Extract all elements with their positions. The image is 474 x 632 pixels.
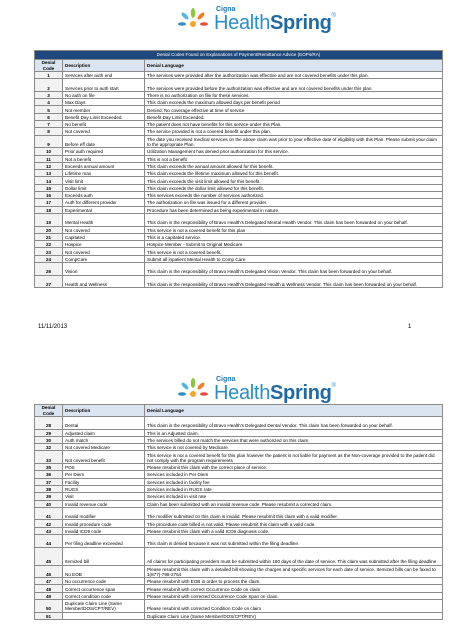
denial-code-cell: 29	[35, 429, 63, 436]
description-cell: Health and Wellness	[63, 275, 145, 288]
denial-code-cell: 27	[35, 275, 63, 288]
table-row	[35, 170, 443, 177]
denial-code-cell: 10	[35, 148, 63, 155]
table-row	[35, 565, 443, 578]
description-cell: No EOB	[63, 565, 145, 578]
table-row	[35, 263, 443, 276]
table-row	[35, 451, 443, 464]
table-row	[35, 417, 443, 430]
denial-language-cell: Submit all inpatient Mental Health to Comp Care	[145, 255, 443, 262]
table-row	[35, 79, 443, 92]
description-cell: Invalid modifier	[63, 507, 145, 520]
denial-language-cell: Claim has been submitted with an invalid revenue code. Please resubmit a corrected claim.	[145, 500, 443, 507]
logo-brand	[214, 383, 336, 403]
denial-language-cell: This service is not a covered benefit.	[145, 248, 443, 255]
header-description: Description	[63, 405, 145, 417]
denial-language-cell: There is no authorization on file for these services.	[145, 91, 443, 98]
denial-language-cell: The services were provided before the authorization was effective and are not covered benefits under this plan.	[145, 79, 443, 92]
denial-code-cell: 47	[35, 578, 63, 585]
denial-language-cell: Services included in facility fee	[145, 478, 443, 485]
description-cell: Duplicate Claim Line (Same Member/DOS/CPT/REV)	[63, 600, 145, 613]
denial-code-cell: 26	[35, 263, 63, 276]
table-row	[35, 578, 443, 585]
denial-codes-table-2	[34, 404, 443, 620]
denial-code-cell: 41	[35, 507, 63, 520]
denial-language-cell: The procedure code billed is not valid. Please resubmit this claim with a valid code.	[145, 520, 443, 527]
table-row	[35, 493, 443, 500]
denial-code-cell: 14	[35, 177, 63, 184]
table-row	[35, 233, 443, 240]
table-row	[35, 226, 443, 233]
header-denial-language: Denial Language	[145, 405, 443, 417]
denial-code-cell: 32	[35, 444, 63, 451]
description-cell: Hospice	[63, 241, 145, 248]
table-row	[35, 162, 443, 169]
header-denial-language: Denial Language	[145, 60, 443, 72]
table-row	[35, 612, 443, 619]
denial-code-cell: 15	[35, 184, 63, 191]
table-row	[35, 500, 443, 507]
description-cell: Not a benefit	[63, 155, 145, 162]
denial-code-cell: 44	[35, 535, 63, 548]
denial-code-cell: 12	[35, 162, 63, 169]
denial-language-cell: This claim exceeds the dollar limit allowed for this benefit.	[145, 184, 443, 191]
denial-code-cell: 2	[35, 79, 63, 92]
description-cell	[63, 612, 145, 619]
denial-code-cell: 28	[35, 417, 63, 430]
logo-top-word: Cigna	[216, 5, 236, 13]
denial-code-cell: 22	[35, 241, 63, 248]
table-row	[35, 478, 443, 485]
denial-language-cell: Procedure has been determined as being experimental in nature.	[145, 206, 443, 213]
denial-language-cell: Please resubmit this claim with a detailed bill showing the charges and specific services for each date of service. Itemized bills can be faxed to 1(877)-798-2764	[145, 565, 443, 578]
denial-language-cell: This service is not covered by Medicare.	[145, 444, 443, 451]
document-page-2	[0, 368, 474, 632]
description-cell: Facility	[63, 478, 145, 485]
denial-language-cell: The services were provided after the authorization was effective and are not covered benefits under this plan.	[145, 72, 443, 79]
table-row	[35, 436, 443, 443]
denial-code-cell: 9	[35, 135, 63, 148]
denial-codes-table-1	[34, 50, 443, 288]
table-row	[35, 255, 443, 262]
denial-code-cell: 48	[35, 585, 63, 592]
table-row	[35, 206, 443, 213]
description-cell: Visit limit	[63, 177, 145, 184]
description-cell: No occurrence code	[63, 578, 145, 585]
table-row	[35, 148, 443, 155]
denial-language-cell: The patient does not have benefits for this service under this Plan.	[145, 121, 443, 128]
denial-language-cell: This claim exceeds the annual amount allowed for this benefit.	[145, 162, 443, 169]
logo-brand-bold: Spring	[270, 381, 332, 404]
denial-language-cell: Services included in visit rate	[145, 493, 443, 500]
table-row	[35, 199, 443, 206]
header-denial-code: Denial Code	[35, 405, 63, 417]
description-cell: Vision	[63, 263, 145, 276]
description-cell: Adjusted claim	[63, 429, 145, 436]
table-row	[35, 248, 443, 255]
denial-code-cell: 46	[35, 565, 63, 578]
description-cell: Prior auth required	[63, 148, 145, 155]
denial-language-cell: Services included in Per Diem	[145, 471, 443, 478]
description-cell: Auth match	[63, 436, 145, 443]
denial-language-cell: This claim is the responsibility of Bravo Health's Delegated Mental Health Vendor. This claim has been forwarded on your behalf.	[145, 213, 443, 226]
denial-language-cell: This claim is the responsibility of Bravo Health's Delegated Vision Vendor. This claim has been forwarded on your behalf.	[145, 263, 443, 276]
denial-code-cell: 36	[35, 471, 63, 478]
denial-code-cell: 20	[35, 226, 63, 233]
description-cell: Not member	[63, 106, 145, 113]
description-cell: Lifetime max	[63, 170, 145, 177]
header-denial-code: Denial Code	[35, 60, 63, 72]
table-row	[35, 507, 443, 520]
denial-code-cell: 17	[35, 199, 63, 206]
denial-code-cell: 18	[35, 206, 63, 213]
denial-language-cell: Utilization Management has denied prior authorization for this service.	[145, 148, 443, 155]
header-description: Description	[63, 60, 145, 72]
description-cell: Correct occurrence span	[63, 585, 145, 592]
sunburst-logo-icon	[174, 374, 212, 404]
description-cell: Per filing deadline exceeded	[63, 535, 145, 548]
footer-date: 11/11/2013	[38, 324, 68, 330]
table-row	[35, 184, 443, 191]
denial-code-cell: 16	[35, 192, 63, 199]
denial-language-cell: Hospice Member - Submit to Original Medicare	[145, 241, 443, 248]
denial-language-cell: All claims for participating providers must be submitted within 180 days of the date of service. This claim was submitted after the filing deadline	[145, 547, 443, 565]
table-row	[35, 585, 443, 592]
description-cell: Dental	[63, 417, 145, 430]
denial-language-cell: This claim exceeds the lifetime maximum allowed for this benefit.	[145, 170, 443, 177]
table-row	[35, 72, 443, 79]
table-banner: Denial Codes Found on Explanations of Payment/Remittance Advice (EOPs/RA)	[35, 51, 443, 60]
description-cell: Services prior to auth start	[63, 79, 145, 92]
denial-code-cell: 38	[35, 485, 63, 492]
denial-language-cell: Services included in RUGS rate	[145, 485, 443, 492]
denial-code-cell: 13	[35, 170, 63, 177]
table-row	[35, 128, 443, 135]
denial-language-cell: Please resubmit with correct Occurrence Code on claim	[145, 585, 443, 592]
denial-code-cell: 24	[35, 255, 63, 262]
denial-code-cell: 11	[35, 155, 63, 162]
denial-code-cell: 42	[35, 520, 63, 527]
denial-language-cell: The authorization on file was issued for a different provider.	[145, 199, 443, 206]
denial-code-cell: 43	[35, 527, 63, 534]
description-cell: No benefit	[63, 121, 145, 128]
sunburst-logo-icon	[174, 4, 212, 34]
denial-language-cell: Please resubmit this claim with the correct place of service.	[145, 464, 443, 471]
denial-language-cell: Please resubmit with corrected Condition Code on claim	[145, 600, 443, 613]
description-cell: Per Diem	[63, 471, 145, 478]
denial-code-cell: 1	[35, 72, 63, 79]
description-cell: Not covered Medicare	[63, 444, 145, 451]
table-row	[35, 99, 443, 106]
denial-language-cell: The services billed do not match the services that were authorized on this claim.	[145, 436, 443, 443]
denial-code-cell: 37	[35, 478, 63, 485]
cigna-healthspring-logo	[174, 4, 336, 34]
denial-code-cell: 50	[35, 600, 63, 613]
table-row	[35, 471, 443, 478]
denial-code-cell: 3	[35, 91, 63, 98]
description-cell: Experimental	[63, 206, 145, 213]
logo-brand	[214, 13, 336, 33]
table-row	[35, 527, 443, 534]
denial-language-cell: This is not a benefit	[145, 155, 443, 162]
denial-code-cell: 35	[35, 464, 63, 471]
description-cell: Visit	[63, 493, 145, 500]
denial-code-cell: 8	[35, 128, 63, 135]
denial-language-cell: Please resubmit with corrected Occurrence Code Span on claim.	[145, 592, 443, 599]
denial-code-cell: 5	[35, 106, 63, 113]
description-cell: Invalid ICD9 code	[63, 527, 145, 534]
description-cell: Benefit Day Limit Exceeded.	[63, 113, 145, 120]
table-row	[35, 444, 443, 451]
description-cell: Dollar limit	[63, 184, 145, 191]
table-row	[35, 275, 443, 288]
table-row	[35, 213, 443, 226]
denial-language-cell: The service provided is not a covered benefit under this plan.	[145, 128, 443, 135]
denial-language-cell: This service is not a covered benefit for this plan	[145, 226, 443, 233]
denial-language-cell: This is an Adjusted claim.	[145, 429, 443, 436]
denial-language-cell: This is a capitated service.	[145, 233, 443, 240]
description-cell: Auth for different provider	[63, 199, 145, 206]
description-cell: Before eff date	[63, 135, 145, 148]
denial-language-cell: Benefit Day Limit Exceeded.	[145, 113, 443, 120]
denial-code-cell: 4	[35, 99, 63, 106]
table-row	[35, 547, 443, 565]
denial-language-cell: The date you received medical services on the above claim was prior to your effective date of eligibility with this Plan. Please submit your claim to the appropriate Plan.	[145, 135, 443, 148]
table-row	[35, 592, 443, 599]
table-row	[35, 464, 443, 471]
logo-top-word: Cigna	[216, 375, 236, 383]
table-row	[35, 600, 443, 613]
description-cell: Invalid revenue code	[63, 500, 145, 507]
description-cell: POS	[63, 464, 145, 471]
description-cell: Correct condition code	[63, 592, 145, 599]
denial-code-cell: 7	[35, 121, 63, 128]
description-cell: Not covered benefit	[63, 451, 145, 464]
denial-language-cell: This claim exceeds the maximum allowed days per benefit period	[145, 99, 443, 106]
denial-language-cell: Duplicate Claim Line (Same Member/DOS/CPT/REV)	[145, 612, 443, 619]
description-cell: RUGS	[63, 485, 145, 492]
description-cell: Not covered	[63, 128, 145, 135]
logo-brand-mark: ®	[331, 12, 336, 19]
denial-language-cell: Please resubmit this claim with a valid ICD9 diagnosis code.	[145, 527, 443, 534]
denial-language-cell: Denied. No coverage effective at time of service	[145, 106, 443, 113]
table-row	[35, 121, 443, 128]
table-row	[35, 135, 443, 148]
description-cell: Not covered	[63, 226, 145, 233]
table-row	[35, 520, 443, 527]
table-row	[35, 429, 443, 436]
denial-code-cell: 19	[35, 213, 63, 226]
denial-code-cell: 21	[35, 233, 63, 240]
table-row	[35, 241, 443, 248]
denial-language-cell: This claim is denied because it was not submitted within the filing deadline.	[145, 535, 443, 548]
table-row	[35, 113, 443, 120]
denial-language-cell: This claim exceeds the visit limit allowed for this benefit.	[145, 177, 443, 184]
table-row	[35, 106, 443, 113]
logo-brand-light: Health	[214, 11, 271, 34]
description-cell: Max Days	[63, 99, 145, 106]
denial-language-cell: Please resubmit with EOB in order to process the claim.	[145, 578, 443, 585]
table-row	[35, 192, 443, 199]
denial-code-cell: 39	[35, 493, 63, 500]
table-row	[35, 91, 443, 98]
table-row	[35, 155, 443, 162]
denial-language-cell: The modifier submitted on this claim is invalid. Please resubmit this claim with a valid modifier.	[145, 507, 443, 520]
denial-language-cell: This services exceeds the number of services authorized.	[145, 192, 443, 199]
description-cell: CompCare	[63, 255, 145, 262]
denial-code-cell: 23	[35, 248, 63, 255]
description-cell: Invalid procedure code	[63, 520, 145, 527]
denial-code-cell: 30	[35, 436, 63, 443]
table-row	[35, 535, 443, 548]
cigna-healthspring-logo	[174, 374, 336, 404]
table-row	[35, 485, 443, 492]
denial-language-cell: This service is not a covered benefit for this plan however the patient is not liable for payment as the Non-coverage provided to the patient did not comply with the program requirements	[145, 451, 443, 464]
description-cell: Mental Health	[63, 213, 145, 226]
description-cell: Exceeds annual amount	[63, 162, 145, 169]
logo-brand-light: Health	[214, 381, 271, 404]
description-cell: No auth on file	[63, 91, 145, 98]
denial-code-cell: 51	[35, 612, 63, 619]
denial-code-cell: 45	[35, 547, 63, 565]
denial-code-cell: 49	[35, 592, 63, 599]
description-cell: Itemized bill	[63, 547, 145, 565]
description-cell: Services after auth end	[63, 72, 145, 79]
footer-page-number: 1	[408, 324, 412, 330]
logo-brand-mark: ®	[331, 382, 336, 389]
denial-code-cell: 40	[35, 500, 63, 507]
description-cell: Not covered	[63, 248, 145, 255]
denial-code-cell: 33	[35, 451, 63, 464]
logo-brand-bold: Spring	[270, 11, 332, 34]
description-cell: Capitated	[63, 233, 145, 240]
table-row	[35, 177, 443, 184]
description-cell: Exceeds auth	[63, 192, 145, 199]
denial-language-cell: This claim is the responsibility of Bravo Health's Delegated Dental Vendor. This claim has been forwarded on your behalf.	[145, 417, 443, 430]
denial-code-cell: 6	[35, 113, 63, 120]
denial-language-cell: This claim is the responsibility of Bravo Health's Delegated Health & Wellness Vendor. This claim has been forwarded on your behalf.	[145, 275, 443, 288]
